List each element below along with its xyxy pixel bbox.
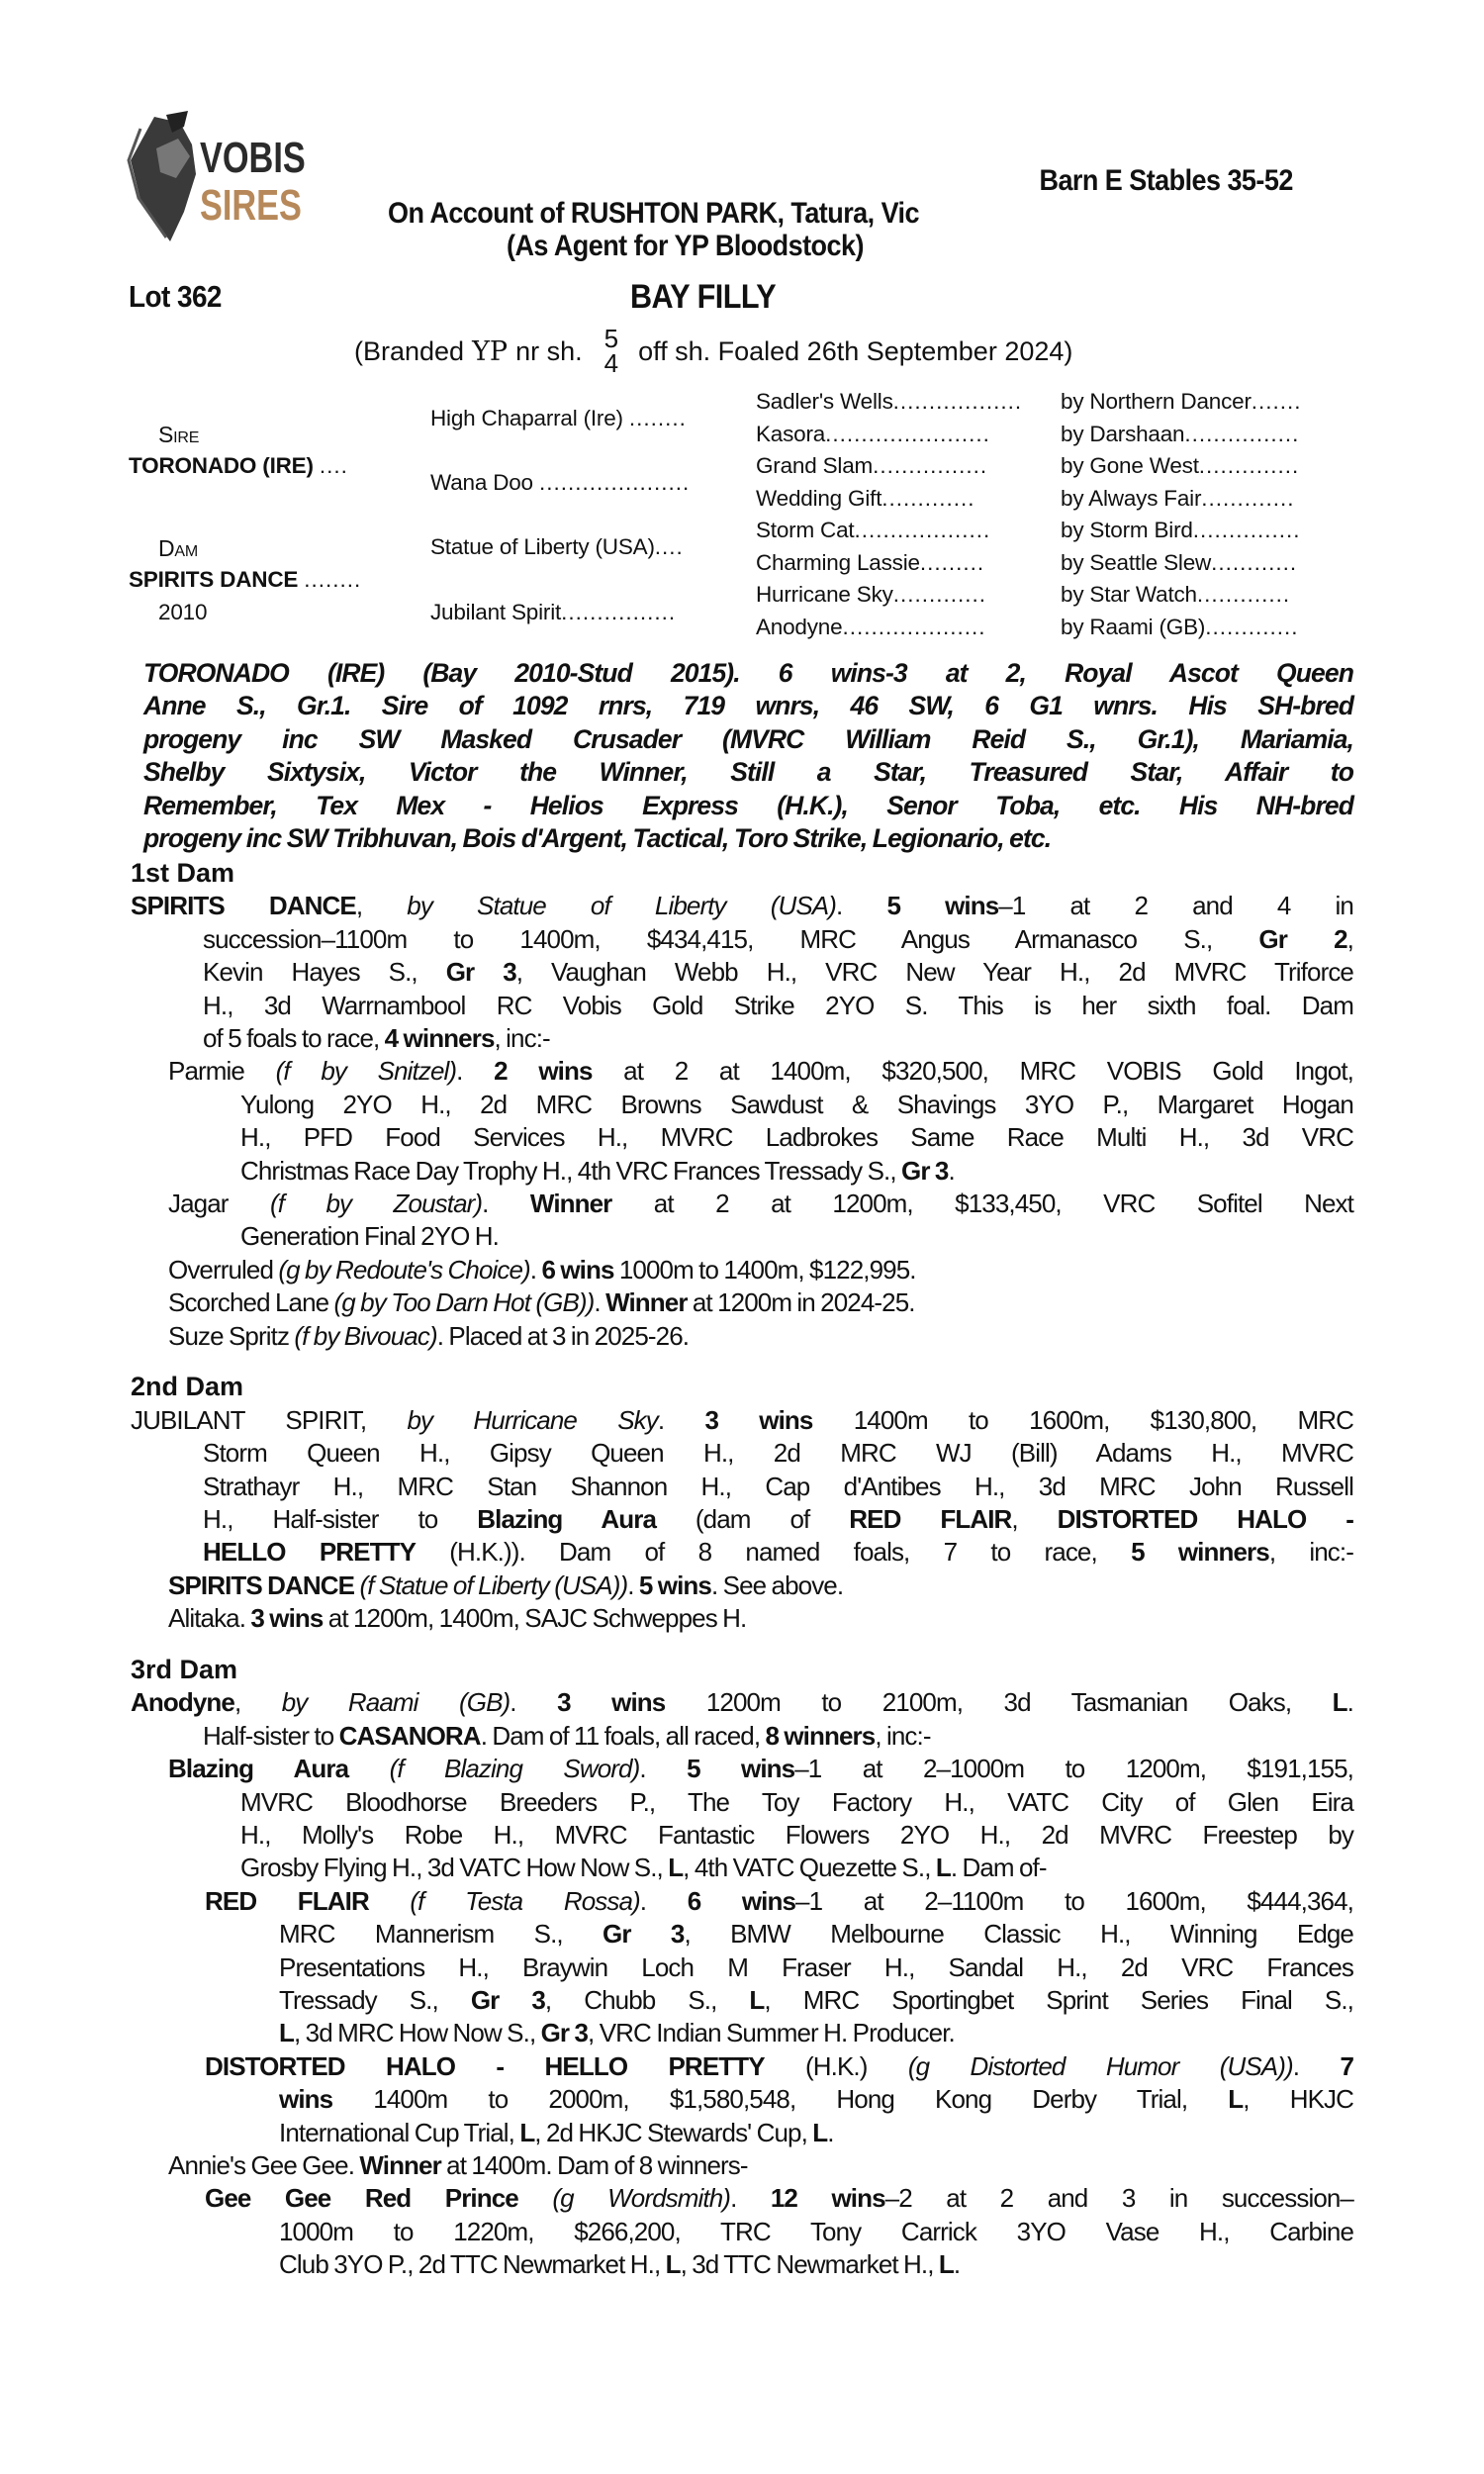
barn-stables: Barn E Stables 35-52 [1039,164,1293,197]
bold-run: 5 wins [638,1570,711,1600]
pedigree-text-line [168,1570,1353,1602]
pedigree-text-line [168,1320,1353,1353]
section-heading: 1st Dam [131,858,235,888]
text-run: MVRC Bloodhorse Breeders P., The Toy Factory H., VATC City of Glen Eira [240,1786,1353,1817]
text-run: . Dam of 11 foals, all raced, [480,1720,766,1751]
gen2-cell [430,406,687,431]
gen2-dots: ..................... [538,470,691,495]
section-heading: 2nd Dam [131,1372,244,1402]
bold-run: Gr 3 [540,2018,589,2048]
text-run: Yulong 2YO H., 2d MRC Browns Sawdust & Shavings 3YO P., Margaret Hogan [240,1089,1353,1119]
pedigree-text-line [203,1720,1353,1753]
gen3-sire-cell [1061,615,1298,640]
bold-run: Winner [605,1287,688,1318]
text-run: H., Half-sister to [203,1503,478,1534]
sire-summary-line: Shelby Sixtysix, Victor the Winner, Still a Star, Treasured Star, Affair to [143,757,1353,788]
bold-run: Gr 3 [445,957,516,988]
gen3-sire-cell [1061,582,1290,608]
bold-run: 3 wins [557,1687,666,1718]
gen3-dam-cell [756,422,990,447]
pedigree-text-line [203,990,1353,1022]
sire-name-cell [129,453,348,479]
bold-run: 6 wins [687,1885,796,1916]
text-run: , Chubb S., [544,1984,750,2015]
brand-mid: nr sh. [515,335,583,366]
gen3-dam-cell [756,582,986,608]
italic-run: by Raami (GB) [281,1687,510,1718]
gen3-dots: ............. [881,486,975,511]
text-run: . [1292,2050,1341,2081]
gen3-dots: ................... [854,518,991,542]
text-run: (dam of [656,1503,850,1534]
bold-run: L [519,2117,535,2147]
italic-run: (g Distorted Humor (USA)) [907,2050,1293,2081]
gen2-name: Statue of Liberty (USA) [430,534,655,559]
pedigree-text-line [203,923,1353,956]
vendor-account: On Account of RUSHTON PARK, Tatura, Vic [388,197,919,230]
pedigree-text-line [279,1951,1353,1984]
text-run: at 1400m. Dam of 8 winners- [440,2149,748,2180]
text-run: JUBILANT SPIRIT, [131,1404,408,1435]
text-run: –1 at 2 and 4 in [998,891,1353,921]
italic-run: (g by Redoute's Choice) [278,1254,530,1285]
gen3-by-dots: .............. [1198,453,1300,478]
brand-mark: YP [472,335,509,367]
bold-run: 5 wins [886,891,999,921]
bold-run: Winner [529,1189,612,1218]
dam-year: 2010 [158,600,208,624]
text-run: , 3d TTC Newmarket H., [680,2249,939,2280]
italic-run: (f Blazing Sword) [389,1754,640,1784]
sire-name: TORONADO (IRE) [129,453,314,478]
sire-summary-line: TORONADO (IRE) (Bay 2010-Stud 2015). 6 wins-3 at 2, Royal Ascot Queen [143,658,1353,688]
pedigree-text-line [168,1254,1353,1286]
bold-run: Blazing Aura [477,1503,656,1534]
text-run: at 2 at 1200m, $133,450, VRC Sofitel Next [611,1189,1353,1218]
text-run: (H.K.) [764,2050,908,2081]
sire-label: Sire [158,422,200,447]
text-run: , [233,1687,282,1718]
gen3-name: Storm Cat [756,518,855,542]
text-run: . See above. [710,1570,844,1600]
pedigree-text-line [279,2248,1353,2281]
bold-run: Gr 2 [1258,923,1347,954]
text-run: , BMW Melbourne Classic H., Winning Edge [684,1919,1353,1950]
text-run: Club 3YO P., 2d TTC Newmarket H., [279,2249,666,2280]
italic-run: (f Testa Rossa) [410,1885,640,1916]
italic-run: (f by Snitzel) [275,1056,457,1087]
italic-run: (f by Zoustar) [269,1189,483,1218]
pedigree-text-line [279,1984,1353,2017]
bold-run: Blazing Aura [168,1754,349,1784]
gen3-by: by Darshaan [1061,422,1185,446]
pedigree-text-line [279,2017,1353,2049]
gen3-by-dots: ............. [1205,615,1299,639]
bold-run: Gr 3 [470,1984,545,2015]
gen2-cell [430,470,690,496]
dam-label: Dam [158,535,199,561]
gen3-by-dots: ................ [1184,422,1300,446]
pedigree-text-line [279,2117,1353,2149]
pedigree-text-line [168,1188,1353,1220]
pedigree-text-line [203,1503,1353,1536]
bold-run: L [938,2249,954,2280]
text-run: Suze Spritz [168,1320,295,1351]
text-run: Jagar [168,1189,270,1218]
sire-summary-line: progeny inc SW Masked Crusader (MVRC William Reid S., Gr.1), Mariamia, [143,723,1353,754]
text-run: , 4th VATC Quezette S., [683,1853,936,1883]
gen3-sire-cell [1061,453,1299,479]
brand-denominator: 4 [603,348,619,378]
gen3-by: by Northern Dancer [1061,389,1252,414]
gen3-name: Sadler's Wells [756,389,893,414]
bold-run: L [935,1853,951,1883]
bold-run: Gr 3 [901,1155,949,1186]
vendor-agent: (As Agent for YP Bloodstock) [507,230,864,262]
italic-run: by Statue of Liberty (USA) [407,891,837,921]
text-run: . [1346,1687,1353,1718]
sire-dots: .... [319,453,348,478]
pedigree-text-line [240,1819,1353,1852]
pedigree-text-line [168,1602,1353,1635]
italic-run: (g by Too Darn Hot (GB)) [333,1287,595,1318]
text-run: . [953,2249,961,2280]
bold-run: Anodyne [131,1687,234,1718]
gen3-dam-cell [756,615,985,640]
text-run: , [1346,923,1353,954]
gen2-cell [430,600,676,625]
text-run: , inc:- [875,1720,931,1751]
pedigree-text-line [131,890,1353,922]
text-run: , [1011,1503,1058,1534]
gen3-sire-cell [1061,518,1300,543]
pedigree-text-line [205,2182,1353,2215]
brand-numerator: 5 [603,324,619,353]
italic-run: by Hurricane Sky [407,1404,658,1435]
text-run: . [657,1404,705,1435]
pedigree-text-line [205,2050,1353,2083]
text-run: Annie's Gee Gee. [168,2149,360,2180]
pedigree-text-line [168,1055,1353,1088]
text-run: . [529,1254,542,1285]
bold-run: 2 wins [494,1056,593,1087]
gen3-dam-cell [756,550,984,576]
gen3-dam-cell [756,486,975,512]
text-run: Grosby Flying H., 3d VATC How Now S., [240,1853,669,1883]
text-run: , MRC Sportingbet Sprint Series Final S., [764,1984,1354,2015]
text-run: MRC Mannerism S., [279,1919,603,1950]
gen3-dots: ......... [919,550,985,575]
pedigree-text-line [203,1536,1353,1569]
gen2-cell [430,534,684,560]
bold-run: CASANORA [338,1720,481,1751]
text-run: . [639,1885,688,1916]
gen2-name: High Chaparral (Ire) [430,406,623,430]
text-run: at 2 at 1400m, $320,500, MRC VOBIS Gold Ingot, [592,1056,1353,1087]
bold-run: DISTORTED HALO - [1057,1503,1353,1534]
sire-summary-line: Anne S., Gr.1. Sire of 1092 rnrs, 719 wnrs, 46 SW, 6 G1 wnrs. His SH-bred [143,691,1353,721]
gen3-dots: .................. [892,389,1023,414]
gen3-by: by Raami (GB) [1061,615,1206,639]
text-run: Tressady S., [279,1984,471,2015]
bold-run: 5 wins [687,1754,795,1784]
text-run: . [730,2183,771,2214]
pedigree-text-line [168,2149,1353,2182]
text-run: 1200m to 2100m, 3d Tasmanian Oaks, [665,1687,1333,1718]
gen3-dots: ....................... [825,422,990,446]
gen3-sire-cell [1061,422,1299,447]
bold-run: L [812,2117,828,2147]
text-run [348,1754,389,1783]
bold-run: Gee Gee Red Prince [205,2183,518,2214]
gen3-name: Anodyne [756,615,843,639]
brand-fraction [603,324,619,378]
text-run: (H.K.)). Dam of 8 named foals, 7 to race, [416,1537,1132,1568]
gen3-by: by Seattle Slew [1061,550,1212,575]
dam-name-cell [129,567,361,593]
pedigree-text-line [240,1089,1353,1121]
gen2-name: Jubilant Spirit [430,600,562,624]
text-run: of 5 foals to race, [203,1023,385,1053]
pedigree-text-line [203,1022,1353,1055]
bold-run: 12 wins [770,2183,885,2214]
gen3-by: by Star Watch [1061,582,1197,607]
text-run: H., PFD Food Services H., MVRC Ladbrokes Same Race Multi H., 3d VRC [240,1122,1353,1153]
text-run: 1400m to 1600m, $130,800, MRC [812,1404,1353,1435]
pedigree-text-line [168,1753,1353,1785]
horse-title: BAY FILLY [630,278,777,316]
text-run: , 3d MRC How Now S., [293,2018,541,2048]
text-run: –2 at 2 and 3 in succession– [884,2183,1353,2214]
text-run: . [627,1570,639,1600]
gen3-name: Charming Lassie [756,550,920,575]
vobis-sires-logo [127,109,315,247]
text-run: at 1200m, 1400m, SAJC Schweppes H. [323,1603,747,1634]
gen3-sire-cell [1061,550,1297,576]
gen2-dots: .... [654,534,684,559]
bold-run: wins [279,2084,333,2115]
gen3-by: by Gone West [1061,453,1199,478]
text-run: Half-sister to [203,1720,339,1751]
gen3-by-dots: ............. [1201,486,1295,511]
text-run: Storm Queen H., Gipsy Queen H., 2d MRC WJ (Bill) Adams H., MVRC [203,1438,1353,1469]
pedigree-text-line [168,1286,1353,1319]
text-run: 1400m to 2000m, $1,580,548, Hong Kong Derby Trial, [332,2084,1229,2115]
text-run: Scorched Lane [168,1287,334,1318]
text-run: Overruled [168,1254,279,1285]
text-run: . Dam of- [950,1853,1047,1883]
gen3-name: Grand Slam [756,453,874,478]
bold-run: L [749,1984,765,2015]
sire-summary-line: progeny inc SW Tribhuvan, Bois d'Argent, Tactical, Toro Strike, Legionario, etc. [143,823,1052,853]
pedigree-text-line [240,1220,1353,1253]
text-run: . [827,2117,834,2147]
text-run: at 1200m in 2024-25. [687,1287,915,1318]
text-run: . [948,1155,955,1186]
logo-text-vobis: VOBIS [200,133,306,183]
text-run: , Vaughan Webb H., VRC New Year H., 2d MVRC Triforce [515,957,1353,988]
pedigree-text-line [203,1437,1353,1470]
text-run: Parmie [168,1056,276,1087]
bold-run: L [1332,1687,1347,1718]
gen3-name: Kasora [756,422,826,446]
text-run [518,2183,553,2213]
gen3-by-dots: ............. [1196,582,1291,607]
bold-run: RED FLAIR [205,1885,369,1916]
text-run: , [355,891,408,921]
text-run: , HKJC [1243,2084,1353,2115]
bold-run: SPIRITS DANCE [131,891,356,921]
gen3-dots: .................... [842,615,986,639]
logo-text-sires: SIRES [200,180,302,231]
gen3-dots: ............. [892,582,986,607]
pedigree-text-line [279,2083,1353,2116]
text-run: H., Molly's Robe H., MVRC Fantastic Flowers 2YO H., 2d MVRC Freestep by [240,1819,1353,1850]
gen2-name: Wana Doo [430,470,533,495]
bold-run: SPIRITS DANCE [168,1570,355,1600]
pedigree-text-line [240,1852,1353,1884]
pedigree-text-line [205,1885,1353,1918]
text-run: , VRC Indian Summer H. Producer. [588,2018,955,2048]
text-run: International Cup Trial, [279,2117,520,2147]
gen3-by: by Always Fair [1061,486,1202,511]
bold-run: L [279,2018,294,2048]
gen3-sire-cell [1061,486,1295,512]
text-run: , inc:- [1268,1537,1353,1568]
gen3-by-dots: ............... [1192,518,1301,542]
brand-description [354,324,1073,378]
gen3-dam-cell [756,518,990,543]
pedigree-text-line [279,1918,1353,1951]
pedigree-text-line [240,1155,1353,1188]
gen3-name: Wedding Gift [756,486,882,511]
text-run: . [482,1189,530,1218]
text-run: . [836,891,887,921]
pedigree-text-line [203,956,1353,989]
gen3-name: Hurricane Sky [756,582,893,607]
brand-suffix: off sh. Foaled 26th September 2024) [638,335,1073,366]
italic-run: (f Statue of Liberty (USA)) [359,1570,628,1600]
bold-run: 6 wins [541,1254,614,1285]
bold-run: 3 wins [250,1603,324,1634]
text-run: Strathayr H., MRC Stan Shannon H., Cap d'Antibes H., 3d MRC John Russell [203,1471,1353,1501]
gen3-sire-cell [1061,389,1302,415]
dam-name: SPIRITS DANCE [129,567,299,592]
text-run: , inc:- [494,1023,550,1053]
bold-run: Gr 3 [603,1919,685,1950]
bold-run: L [665,2249,681,2280]
text-run: , 2d HKJC Stewards' Cup, [534,2117,813,2147]
text-run: Alitaka. [168,1603,251,1634]
text-run: . [510,1687,558,1718]
italic-run: (g Wordsmith) [552,2183,731,2214]
text-run: Christmas Race Day Trophy H., 4th VRC Frances Tressady S., [240,1155,902,1186]
bold-run: L [668,1853,684,1883]
pedigree-text-line [240,1786,1353,1819]
text-run: . [456,1056,495,1087]
sire-summary-line: Remember, Tex Mex - Helios Express (H.K.), Senor Toba, etc. His NH-bred [143,790,1353,820]
bold-run: 3 wins [704,1404,813,1435]
bold-run: 4 winners [384,1023,495,1053]
bold-run: 8 winners [765,1720,876,1751]
section-heading: 3rd Dam [131,1654,238,1684]
horse-rider-emblem-icon [127,109,315,247]
gen3-dam-cell [756,453,987,479]
text-run: Generation Final 2YO H. [240,1221,499,1252]
italic-run: (f by Bivouac) [294,1320,437,1351]
bold-run: 7 [1340,2050,1353,2081]
gen2-dots: ........ [628,406,687,430]
text-run [369,1886,411,1916]
text-run: 1000m to 1400m, $122,995. [613,1254,916,1285]
text-run: H., 3d Warrnambool RC Vobis Gold Strike 2YO S. This is her sixth foal. Dam [203,990,1353,1020]
pedigree-text-line [240,1121,1353,1154]
gen3-dots: ................ [873,453,988,478]
text-run: . Placed at 3 in 2025-26. [436,1320,690,1351]
bold-run: L [1228,2084,1244,2115]
pedigree-text-line [203,1471,1353,1503]
dam-dots: ........ [304,567,362,592]
text-run: . [594,1287,606,1318]
gen3-by-dots: ............ [1211,550,1298,575]
gen3-dam-cell [756,389,1022,415]
text-run: . [639,1754,688,1784]
pedigree-text-line [131,1686,1353,1719]
bold-run: RED FLAIR [849,1503,1012,1534]
text-run: succession–1100m to 1400m, $434,415, MRC Angus Armanasco S., [203,923,1259,954]
bold-run: 5 winners [1131,1537,1269,1568]
lot-number: Lot 362 [129,279,222,314]
bold-run: DISTORTED HALO - HELLO PRETTY [205,2050,765,2081]
pedigree-text-line [279,2216,1353,2248]
pedigree-text-line [131,1404,1353,1437]
gen3-by: by Storm Bird [1061,518,1193,542]
gen2-dots: ................ [561,600,677,624]
text-run: Kevin Hayes S., [203,957,446,988]
bold-run: Winner [359,2149,441,2180]
bold-run: HELLO PRETTY [203,1537,417,1568]
gen3-by-dots: ....... [1251,389,1302,414]
text-run: –1 at 2–1100m to 1600m, $444,364, [795,1885,1353,1916]
text-run: –1 at 2–1000m to 1200m, $191,155, [794,1754,1354,1784]
text-run: Presentations H., Braywin Loch M Fraser H., Sandal H., 2d VRC Frances [279,1951,1353,1982]
brand-prefix: (Branded [354,335,465,366]
text-run: 1000m to 1220m, $266,200, TRC Tony Carrick 3YO Vase H., Carbine [279,2216,1353,2246]
